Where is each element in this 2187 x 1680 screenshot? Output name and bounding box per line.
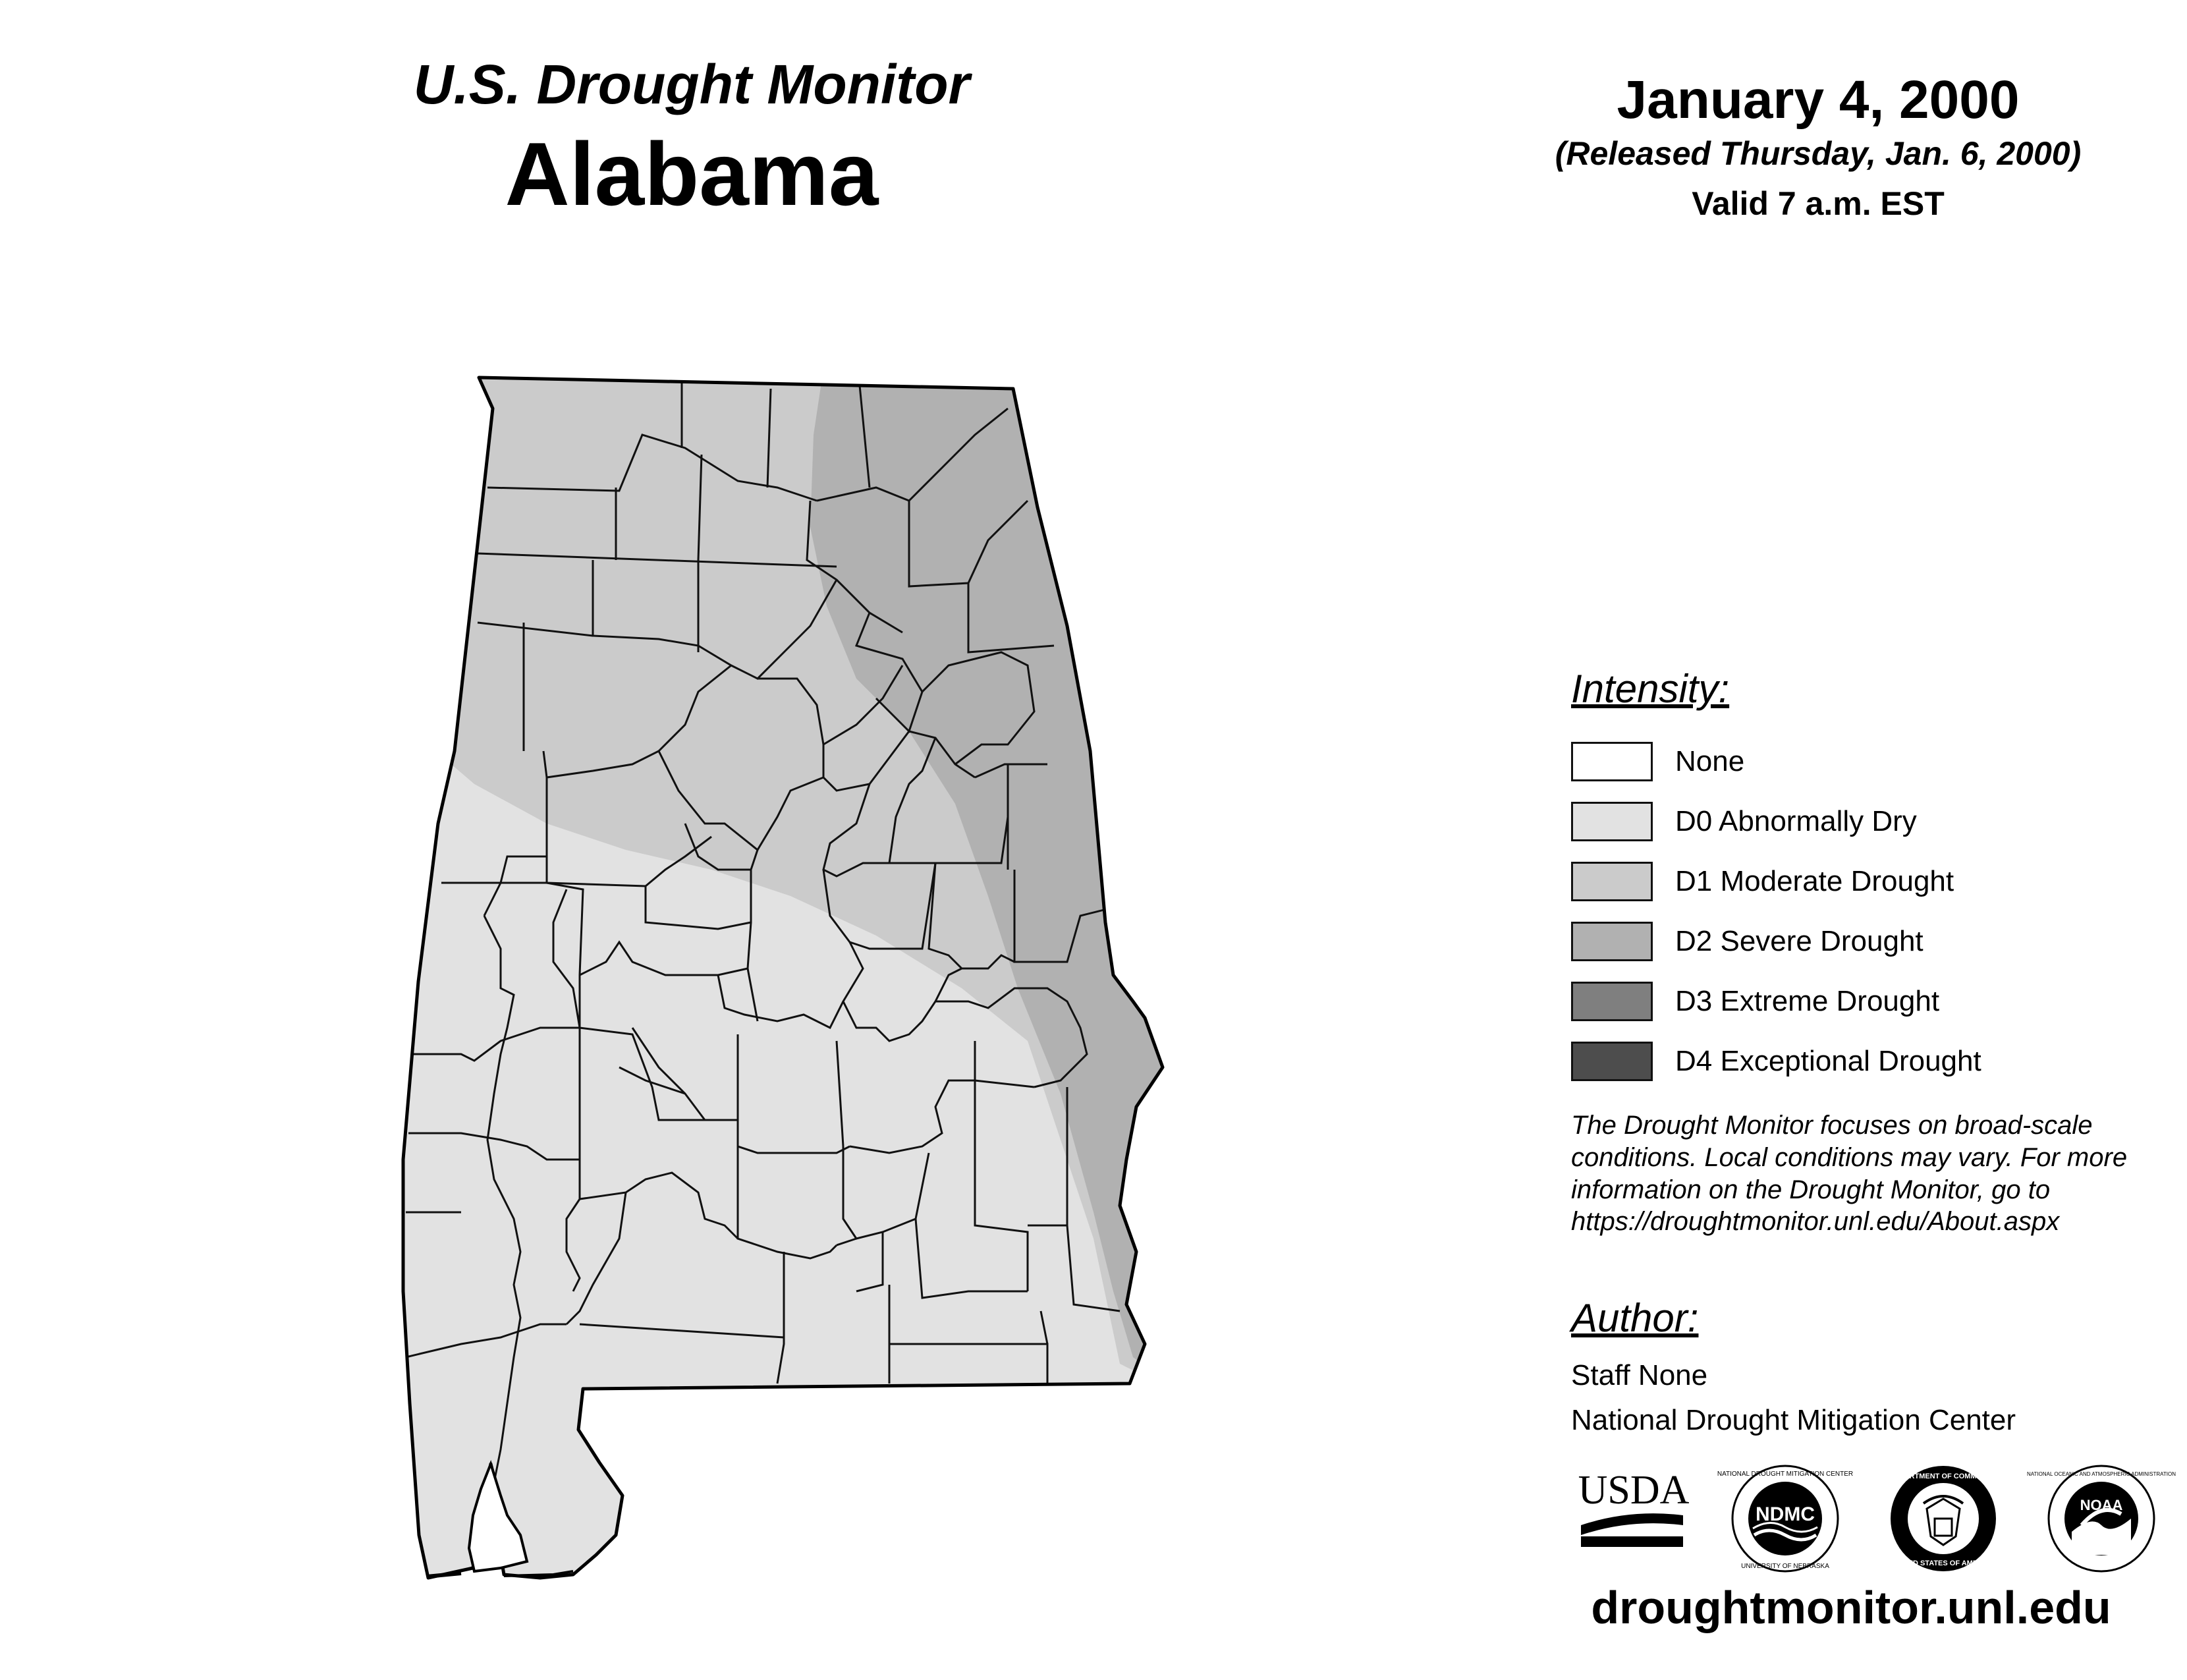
legend-row — [1571, 971, 2151, 1031]
map-date: January 4, 2000 — [1617, 70, 2020, 130]
legend-row — [1571, 1031, 2151, 1091]
usda-logo-text: USDA — [1578, 1468, 1690, 1513]
svg-text:NATIONAL DROUGHT MITIGATION CE: NATIONAL DROUGHT MITIGATION CENTER — [1717, 1470, 1854, 1478]
commerce-logo — [1887, 1463, 1999, 1575]
map-subtitle: U.S. Drought Monitor — [413, 53, 970, 115]
legend-row — [1571, 851, 2151, 911]
svg-text:UNIVERSITY OF NEBRASKA: UNIVERSITY OF NEBRASKA — [1741, 1563, 1829, 1570]
legend-swatch — [1571, 982, 1653, 1021]
ndmc-logo-text: NDMC — [1756, 1503, 1815, 1525]
legend-swatch — [1571, 922, 1653, 961]
legend-list — [1571, 731, 2151, 1091]
legend-swatch — [1571, 862, 1653, 901]
author-org: National Drought Mitigation Center — [1571, 1403, 2016, 1436]
legend-swatch — [1571, 742, 1653, 781]
website-link[interactable]: droughtmonitor.unl.edu — [1591, 1582, 2111, 1633]
legend-swatch — [1571, 1042, 1653, 1081]
valid-time: Valid 7 a.m. EST — [1692, 185, 1945, 223]
partner-logos — [1578, 1463, 2176, 1594]
author-name: Staff None — [1571, 1359, 1708, 1391]
legend-label: None — [1675, 744, 1745, 777]
noaa-logo-text: NOAA — [2080, 1497, 2123, 1513]
author-title: Author: — [1571, 1296, 1699, 1340]
map-title: Alabama — [505, 123, 879, 224]
noaa-logo — [2027, 1463, 2176, 1575]
legend — [1571, 665, 2151, 1091]
legend-label: D2 Severe Drought — [1675, 924, 1924, 957]
legend-title: Intensity: — [1571, 667, 1730, 711]
svg-text:DEPARTMENT OF COMMERCE: DEPARTMENT OF COMMERCE — [1889, 1472, 1997, 1480]
legend-label: D3 Extreme Drought — [1675, 984, 1940, 1017]
legend-label: D0 Abnormally Dry — [1675, 804, 1917, 837]
author-block — [1571, 1295, 2151, 1440]
disclaimer-note: The Drought Monitor focuses on broad-scale conditions. Local conditions may vary. For more information on the Drought Monitor, go to https://droughtmonitor.unl.edu/About.aspx — [1571, 1111, 2128, 1237]
svg-text:NATIONAL OCEANIC AND ATMOSPHER: NATIONAL OCEANIC AND ATMOSPHERIC ADMINISTRATION — [2027, 1471, 2176, 1477]
legend-label: D1 Moderate Drought — [1675, 864, 1954, 897]
usda-logo — [1578, 1463, 1690, 1555]
legend-row — [1571, 731, 2151, 791]
legend-row — [1571, 911, 2151, 971]
legend-swatch — [1571, 802, 1653, 841]
legend-row — [1571, 791, 2151, 851]
ndmc-logo — [1717, 1463, 1854, 1575]
release-date: (Released Thursday, Jan. 6, 2000) — [1555, 135, 2082, 173]
svg-text:UNITED STATES OF AMERICA: UNITED STATES OF AMERICA — [1891, 1559, 1996, 1567]
legend-label: D4 Exceptional Drought — [1675, 1044, 1981, 1077]
